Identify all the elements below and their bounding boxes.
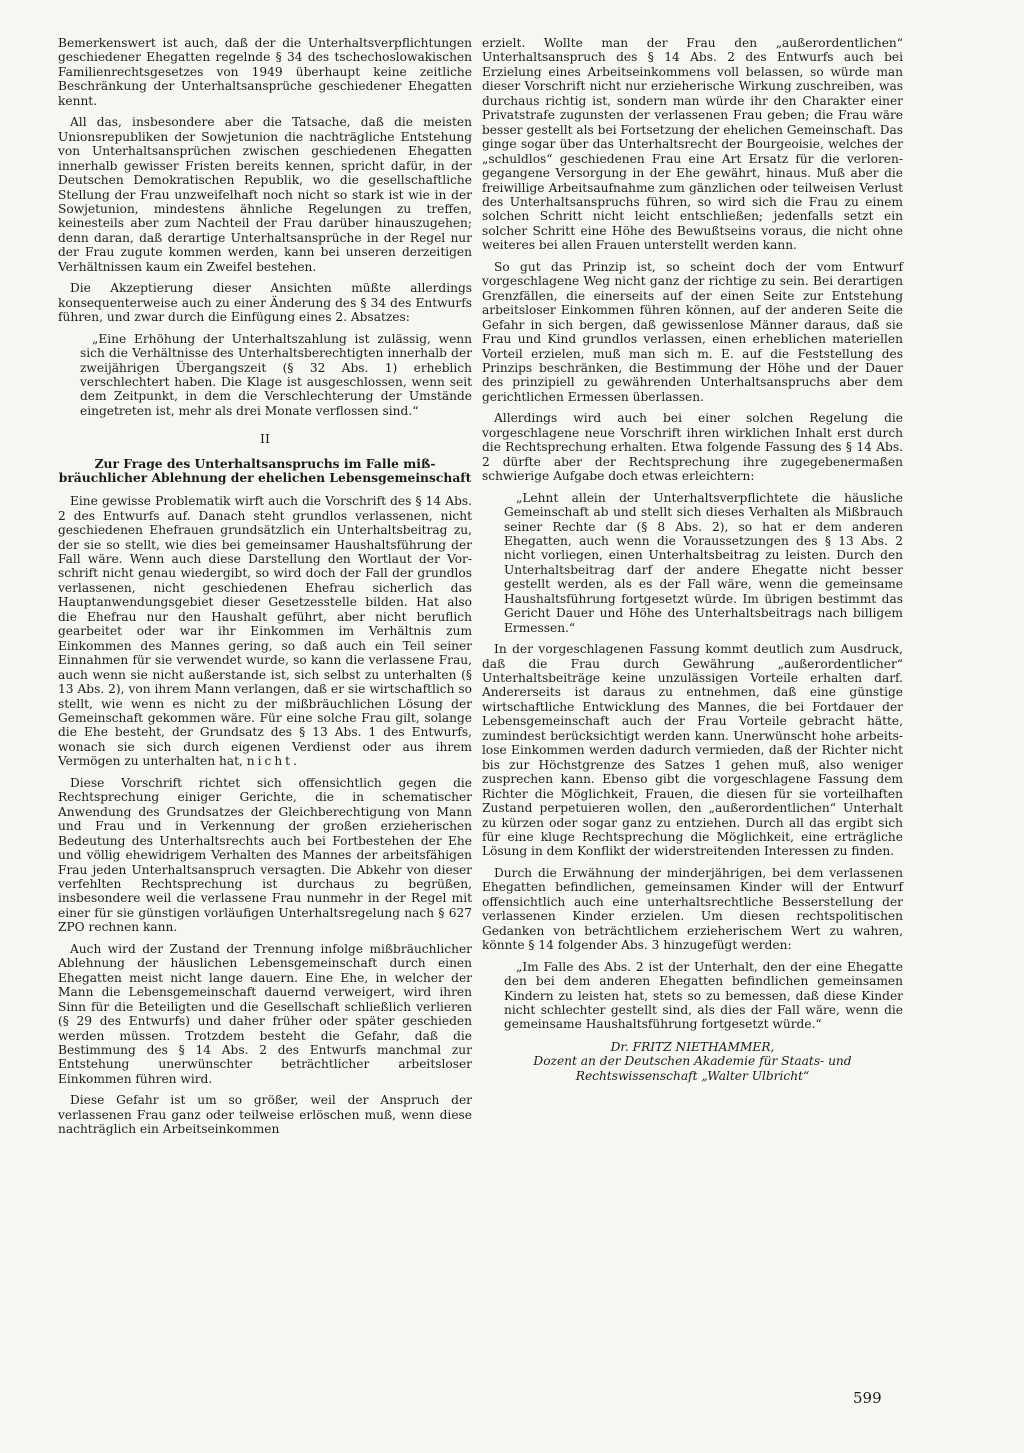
author-name: Dr. FRITZ NIETHAMMER, [610, 1039, 775, 1054]
author-signature [482, 1040, 903, 1083]
quote-text: „Lehnt allein der Unterhaltsverpflichtete die häusliche Gemeinschaft ab und stellt sich dieses Verhalten als Mißbrauch seiner Rechte dar (§ 8 Abs. 2), so hat er dem anderen Ehegatten, auch wenn die Voraussetzungen des § 13 Abs. 2 nicht vorliegen, einen Unterhaltsbeitrag zu leisten. Durch den Unterhaltsbeitrag darf der andere Ehegatte nicht besser gestellt werden, als es der Fall wäre, wenn die gemeinsame Haushaltsführung fortgesetzt würde. Im übrigen bestimmt das Gericht Dauer und Höhe des Unterhaltsbeitrags nach billigem Ermessen.“ [504, 490, 903, 635]
quote-text: „Im Falle des Abs. 2 ist der Unterhalt, den der eine Ehegatte den bei dem anderen Ehegatten befindlichen gemeinsamen Kindern zu leisten hat, stets so zu bemessen, daß diese Kinder nicht schlechter gestellt sind, als dies der Fall wäre, wenn die gemeinsame Haushaltsführung fortgesetzt würde.“ [504, 959, 903, 1032]
paragraph: Auch wird der Zustand der Trennung infolge mißbräuchlicher Ablehnung der häuslichen Lebensgemeinschaft durch einen Ehegatten meist nicht lange dauern. Eine Ehe, in welcher der Mann die Lebensgemeinschaft dauernd verweigert, wird ihren Sinn für die Beteiligten und die Gesellschaft schließlich verlieren (§ 29 des Entwurfs) und daher früher oder später geschieden werden müssen. Trotzdem besteht die Gefahr, daß die Bestimmung des § 14 Abs. 2 des Entwurfs manchmal zur Entstehung unerwünschter beträchtlicher arbeitsloser Einkommen führen wird. [58, 941, 472, 1086]
page-number: 599 [853, 1389, 882, 1407]
paragraph-text: Eine gewisse Problematik wirft auch die Vorschrift des § 14 Abs. 2 des Entwurfs auf. Danach steht grundlos verlassenen, nicht geschiedenen Ehefrauen grundsätzlich ein Unterhaltsbeitrag zu, der sie so stellt, wie dies bei gemeinsamer Haushaltsführung der Fall wäre. Wenn auch diese Darstellung den Wortlaut der Vorschrift nicht genau wiedergibt, so wird doch der Fall der grundlos verlassenen, nicht geschiedenen Ehefrau sicherlich das Hauptanwendungsgebiet dieser Gesetzesstelle bilden. Hat also die Ehefrau nur den Haushalt geführt, aber nicht beruflich gearbeitet oder war ihr Einkommen im Verhältnis zum Einkommen des Mannes gering, so daß auch ein Teil seiner Einnahmen für sie verwendet wurde, so kann die verlassene Frau, auch wenn sie nicht außerstande ist, sich selbst zu unterhalten (§ 13 Abs. 2), von ihrem Mann verlangen, daß er sie wirtschaftlich so stellt, wie wenn es nicht zu der mißbräuchlichen Lösung der Gemeinschaft gekommen wäre. Für eine solche Frau gilt, solange die Ehe besteht, der Grundsatz des § 13 Abs. 1 des Entwurfs, wonach sie sich durch eigenen Verdienst oder aus ihrem Vermögen zu unterhalten hat, [58, 494, 472, 769]
section-heading: Zur Frage des Unterhaltsanspruchs im Falle mißbräuchlicher Ablehnung der ehelichen Lebensgemeinschaft [58, 455, 472, 485]
quoted-provision [80, 332, 472, 419]
emphasized-word: nicht. [246, 754, 300, 769]
author-title: Rechtswissenschaft „Walter Ulbricht“ [575, 1068, 810, 1083]
paragraph: So gut das Prinzip ist, so scheint doch der vom Entwurf vorgeschlagene Weg nicht ganz der richtige zu sein. Bei derartigen Grenzfällen, die einerseits auf der einen Seite zur Entstehung arbeitsloser Einkommen führen können, auf der anderen Seite die Gefahr in sich bergen, daß gewissenlose Männer daraus, daß sie Frau und Kind grundlos verlassen, einen erheblichen materiellen Vorteil erzielen, muß man sich m. E. auf die Feststellung des Prinzips beschränken, die Bestimmung der Höhe und der Dauer des prinzipiell zu gewährenden Unterhaltsanspruchs aber dem gerichtlichen Ermessen überlassen. [482, 259, 903, 404]
paragraph: In der vorgeschlagenen Fassung kommt deutlich zum Ausdruck, daß die Frau durch Gewährung „außerordentlicher“ Unterhaltsbeiträge keine unzulässigen Vorteile erhalten darf. Andererseits ist daraus zu entnehmen, daß eine günstige wirtschaftliche Entwicklung des Mannes, die bei Fortdauer der Lebensgemeinschaft auch der Frau Vorteile gebracht hätte, zumindest berücksichtigt werden kann. Unerwünscht hohe arbeitslose Einkommen werden dadurch vermieden, daß der Richter nicht bis zur Höchstgrenze des Satzes 1 gehen muß, also weniger zusprechen kann. Ebenso gibt die vorgeschlagene Fassung dem Richter die Möglichkeit, Frauen, die diesen für sie vorteilhaften Zustand perpetuieren wollen, den „außerordentlichen“ Unterhalt zu kürzen oder sogar ganz zu entziehen. Durch all das ergibt sich für eine kluge Rechtsprechung die Möglichkeit, eine erträgliche Lösung in dem Konflikt der widerstreitenden Interessen zu finden. [482, 642, 903, 859]
quoted-provision [504, 960, 903, 1032]
quote-text: „Eine Erhöhung der Unterhaltszahlung ist zulässig, wenn sich die Verhältnisse des Unterhaltsberechtigten innerhalb der zweijährigen Übergangszeit (§ 32 Abs. 1) erheblich verschlechtert haben. Die Klage ist ausgeschlossen, wenn seit dem Zeitpunkt, in dem die Verschlechterung der Umstände eingetreten ist, mehr als drei Monate verflossen sind.“ [80, 331, 472, 418]
paragraph: All das, insbesondere aber die Tatsache, daß die meisten Unionsrepubliken der Sowjetunion die nachträgliche Entstehung von Unterhaltsansprüchen zwischen geschiedenen Ehegatten innerhalb gewisser Fristen bereits kennen, spricht dafür, in der Deutschen Demokratischen Republik, wo die gesellschaftliche Stellung der Frau unzweifelhaft noch nicht so stark ist wie in der Sowjetunion, mindestens ähnliche Regelungen zu treffen, keinesteils aber zum Nachteil der Frau darüber hinauszugehen; denn daran, daß derartige Unterhaltsansprüche in der Regel nur der Frau zugute kommen werden, kann bei unseren derzeitigen Verhältnissen kaum ein Zweifel bestehen. [58, 115, 472, 274]
paragraph: Diese Gefahr ist um so größer, weil der Anspruch der verlassenen Frau ganz oder teilweise erlöschen muß, wenn diese nachträglich ein Arbeitseinkommen [58, 1093, 472, 1137]
paragraph: Bemerkenswert ist auch, daß der die Unterhaltsverpflichtungen geschiedener Ehegatten regelnde § 34 des tschechoslowakischen Familienrechtsgesetzes von 1949 überhaupt keine zeitliche Beschränkung der Unterhaltsansprüche geschiedener Ehegatten kennt. [58, 36, 472, 108]
paragraph: erzielt. Wollte man der Frau den „außerordentlichen“ Unterhaltsanspruch des § 14 Abs. 2 des Entwurfs auch bei Erzielung eines Arbeitseinkommens voll belassen, so würde man dieser Vorschrift nicht nur erzieherische Wirkung zuschreiben, was durchaus richtig ist, sondern man würde ihr den Charakter einer Privatstrafe zugunsten der verlassenen Frau geben; die Frau wäre besser gestellt als bei Fortsetzung der ehelichen Gemeinschaft. Das ginge sogar über das Unterhaltsrecht der Bourgeoisie, welches der „schuldlos“ geschiedenen Frau eine Art Ersatz für die verlorengegangene Versorgung in der Ehe gewährt, hinaus. Muß aber die freiwillige Arbeitsaufnahme zum gänzlichen oder teilweisen Verlust des Unterhaltsanspruchs führen, so wird sich die Frau zu einem solchen Schritt nicht leicht entschließen; jedenfalls setzt ein solcher Schritt eine Höhe des Bewußtseins voraus, die nicht ohne weiteres bei allen Frauen unterstellt werden kann. [482, 36, 903, 253]
paragraph [58, 494, 472, 769]
paragraph: Die Akzeptierung dieser Ansichten müßte allerdings konsequenterweise auch zu einer Änderung des § 34 des Entwurfs führen, und zwar durch die Einfügung eines 2. Absatzes: [58, 281, 472, 325]
author-title: Dozent an der Deutschen Akademie für Staats- und [533, 1054, 852, 1069]
right-column [482, 36, 903, 1083]
paragraph: Allerdings wird auch bei einer solchen Regelung die vorgeschlagene neue Vorschrift ihren wirklichen Inhalt erst durch die Rechtsprechung erhalten. Etwa folgende Fassung des § 14 Abs. 2 dürfte aber der Rechtsprechung ihre zugegebenermaßen schwierige Aufgabe doch etwas erleichtern: [482, 411, 903, 484]
section-number: II [260, 431, 270, 447]
paragraph: Diese Vorschrift richtet sich offensichtlich gegen die Rechtsprechung einiger Gerichte, die in schematischer Anwendung des Grundsatzes der Gleichberechtigung von Mann und Frau und in Verkennung der großen erzieherischen Bedeutung des Unterhaltsrechts auch bei Fortbestehen der Ehe und völlig ehewidrigem Verhalten des Mannes der arbeitsfähigen Frau jeden Unterhaltsanspruch versagten. Die Abkehr von dieser verfehlten Rechtsprechung ist durchaus zu begrüßen, insbesondere weil die verlassene Frau nunmehr in der Regel mit einer für sie günstigen vorläufigen Unterhaltsregelung nach § 627 ZPO rechnen kann. [58, 775, 472, 935]
paragraph: Durch die Erwähnung der minderjährigen, bei dem verlassenen Ehegatten befindlichen, gemeinsamen Kinder will der Entwurf offensichtlich auch eine unterhaltsrechtliche Besserstellung der verlassenen Kinder erzielen. Um diesen rechtspolitischen Gedanken von beträchtlichem erzieherischem Wert zu wahren, könnte § 14 folgender Abs. 3 hinzugefügt werden: [482, 865, 903, 953]
left-column [58, 36, 472, 1144]
quoted-provision [504, 491, 903, 636]
